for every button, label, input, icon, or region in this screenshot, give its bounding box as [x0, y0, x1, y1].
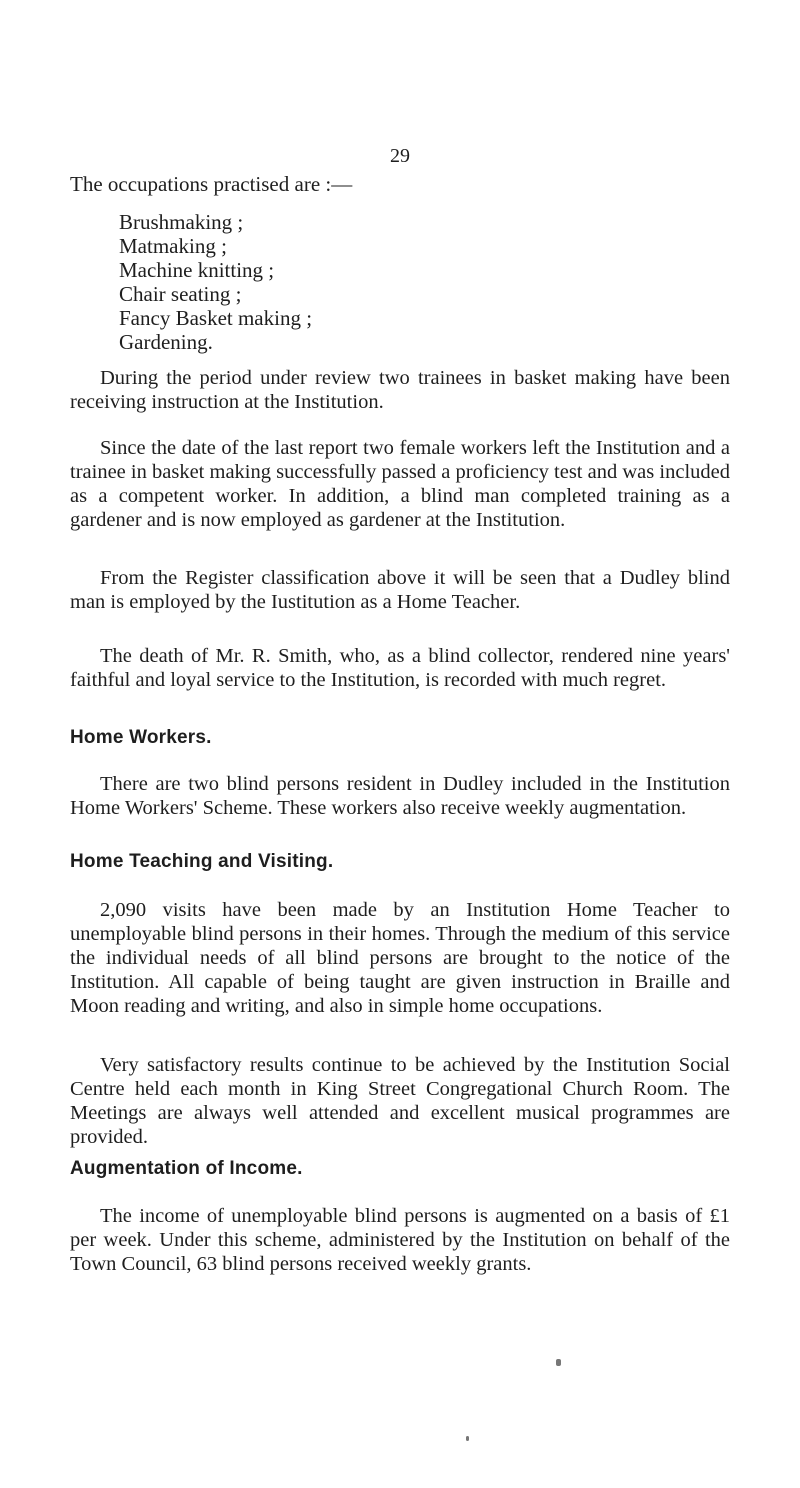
page-number: 29 [390, 145, 410, 167]
list-item: Brushmaking ; [119, 210, 244, 234]
heading-home-workers: Home Workers. [70, 727, 212, 748]
heading-home-teaching: Home Teaching and Visiting. [70, 851, 334, 872]
paragraph-trainees: During the period under review two trainees in basket making have been receiving instruction at the Institution. [70, 367, 730, 413]
paragraph-death: The death of Mr. R. Smith, who, as a blind collector, rendered nine years' faithful and loyal service to the Institution, is recorded with much regret. [70, 645, 730, 691]
ink-speck [466, 1436, 469, 1441]
occupations-intro: The occupations practised are :— [70, 172, 353, 196]
heading-augmentation: Augmentation of Income. [70, 1158, 303, 1179]
paragraph-income: The income of unemployable blind persons is augmented on a basis of £1 per week. Under this scheme, administered by the Institution on behalf of the Town Council, 63 blind persons received weekly grants. [70, 1205, 730, 1275]
ink-speck [556, 1359, 561, 1366]
paragraph-visits: 2,090 visits have been made by an Institution Home Teacher to unemployable blind persons in their homes. Through the medium of this service the individual needs of all blind persons are brought to the notice of the Institution. All capable of being taught are given instruction in Braille and Moon reading and writing, and also in simple home occupations. [70, 899, 730, 1017]
occupations-list [119, 210, 312, 354]
paragraph-since-last-report: Since the date of the last report two female workers left the Institution and a trainee in basket making successfully passed a proficiency test and was included as a competent worker. In addition, a blind man completed training as a gardener and is now employed as gardener at the Institution. [70, 437, 730, 531]
list-item: Machine knitting ; [119, 258, 275, 282]
list-item: Gardening. [119, 330, 213, 354]
paragraph-register: From the Register classification above it will be seen that a Dudley blind man is employed by the Iustitution as a Home Teacher. [70, 567, 730, 613]
paragraph-home-workers: There are two blind persons resident in Dudley included in the Institution Home Workers' Scheme. These workers also receive weekly augmentation. [70, 773, 730, 819]
list-item: Matmaking ; [119, 234, 227, 258]
list-item: Fancy Basket making ; [119, 306, 313, 330]
list-item: Chair seating ; [119, 282, 242, 306]
paragraph-social-centre: Very satisfactory results continue to be achieved by the Institution Social Centre held each month in King Street Congregational Church Room. The Meetings are always well attended and excellent musical programmes are provided. [70, 1054, 730, 1148]
